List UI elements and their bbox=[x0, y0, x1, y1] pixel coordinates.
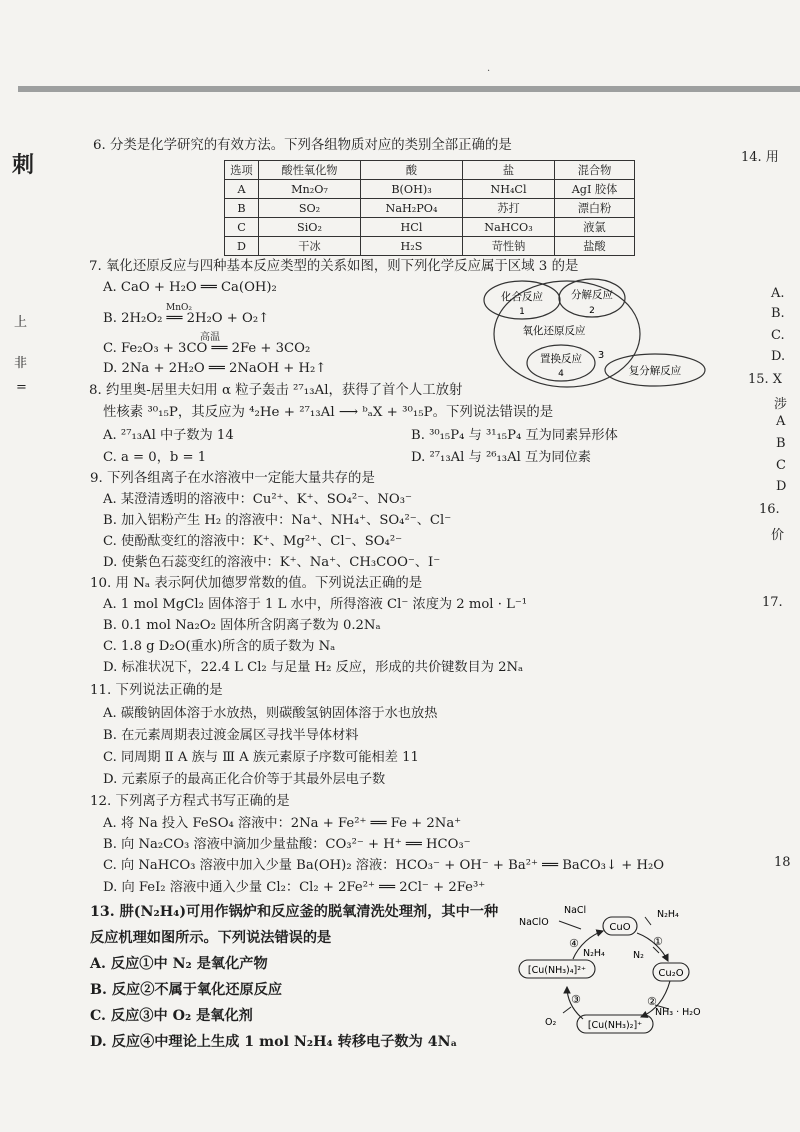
step-1: ① bbox=[653, 935, 663, 948]
q13-option-a: A. 反应①中 N₂ 是氧化产物 bbox=[90, 956, 268, 972]
q10-option-d: D. 标准状况下，22.4 L Cl₂ 与足量 H₂ 反应，形成的共价键数目为 2Nₐ bbox=[103, 660, 524, 675]
table-row bbox=[225, 180, 635, 199]
node-cu-nh3-2: [Cu(NH₃)₂]⁺ bbox=[587, 1020, 643, 1031]
right-margin-text: 14. 用 bbox=[741, 150, 779, 165]
q9-stem: 9. 下列各组离子在水溶液中一定能大量共存的是 bbox=[90, 471, 375, 486]
q11-option-a: A. 碳酸钠固体溶于水放热，则碳酸氢钠固体溶于水也放热 bbox=[103, 706, 438, 721]
q10-option-c: C. 1.8 g D₂O(重水)所含的质子数为 Nₐ bbox=[103, 639, 336, 654]
q13-option-d: D. 反应④中理论上生成 1 mol N₂H₄ 转移电子数为 4Nₐ bbox=[90, 1034, 458, 1050]
classification-table bbox=[224, 160, 635, 256]
table-cell: 液氯 bbox=[555, 218, 635, 237]
scan-top-bar bbox=[18, 86, 800, 92]
table-cell: SO₂ bbox=[259, 199, 361, 218]
q12-option-d: D. 向 FeI₂ 溶液中通入少量 Cl₂：Cl₂ + 2Fe²⁺ ══ 2Cl⁻ + 2Fe³⁺ bbox=[103, 880, 486, 895]
q10-option-a: A. 1 mol MgCl₂ 固体溶于 1 L 水中，所得溶液 Cl⁻ 浓度为 2 mol · L⁻¹ bbox=[103, 597, 528, 612]
reagent-tick bbox=[645, 917, 651, 925]
table-cell: D bbox=[225, 237, 259, 256]
q7-option-a: A. CaO + H₂O ══ Ca(OH)₂ bbox=[103, 280, 277, 295]
table-cell: Mn₂O₇ bbox=[259, 180, 361, 199]
reagent-naclo: NaClO bbox=[519, 917, 549, 928]
left-margin-char: = bbox=[16, 380, 27, 395]
right-margin-text: 价 bbox=[771, 528, 785, 543]
label-decomposition: 分解反应 bbox=[571, 289, 613, 301]
step-4: ④ bbox=[569, 937, 579, 950]
header-cell: 混合物 bbox=[555, 161, 635, 180]
q8-option-b: B. ³⁰₁₅P₄ 与 ³¹₁₅P₄ 互为同素异形体 bbox=[411, 428, 618, 443]
header-cell: 盐 bbox=[463, 161, 555, 180]
table-header-row bbox=[225, 161, 635, 180]
q8-stem-1: 8. 约里奥-居里夫妇用 α 粒子轰击 ²⁷₁₃Al，获得了首个人工放射 bbox=[89, 383, 463, 398]
label-replacement: 置换反应 bbox=[540, 353, 582, 365]
q11-option-c: C. 同周期 Ⅱ A 族与 Ⅲ A 族元素原子序数可能相差 11 bbox=[103, 750, 419, 765]
q8-stem-2: 性核素 ³⁰₁₅P，其反应为 ⁴₂He + ²⁷₁₃Al ⟶ ᵇₐX + ³⁰₁₅P。下列说法错误的是 bbox=[103, 405, 554, 420]
right-margin-text: A bbox=[776, 414, 786, 429]
node-cu2o: Cu₂O bbox=[658, 968, 684, 979]
reagent-n2h4-in: N₂H₄ bbox=[657, 909, 679, 920]
region-3: 3 bbox=[597, 350, 605, 361]
right-margin-text: 16. bbox=[759, 502, 780, 517]
q13-option-b: B. 反应②不属于氧化还原反应 bbox=[90, 982, 283, 998]
table-cell: 苏打 bbox=[463, 199, 555, 218]
q13-stem-2: 反应机理如图所示。下列说法错误的是 bbox=[90, 930, 332, 946]
left-margin-char: 非 bbox=[14, 356, 28, 371]
table-cell: 干冰 bbox=[259, 237, 361, 256]
right-margin-text: 18 bbox=[774, 855, 791, 870]
table-cell: B(OH)₃ bbox=[361, 180, 463, 199]
q9-option-b: B. 加入铝粉产生 H₂ 的溶液中：Na⁺、NH₄⁺、SO₄²⁻、Cl⁻ bbox=[103, 513, 452, 528]
q12-stem: 12. 下列离子方程式书写正确的是 bbox=[90, 794, 290, 809]
table-cell: 苛性钠 bbox=[463, 237, 555, 256]
q11-option-d: D. 元素原子的最高正化合价等于其最外层电子数 bbox=[103, 772, 386, 787]
label-combination: 化合反应 bbox=[501, 291, 543, 303]
table-cell: AgI 胶体 bbox=[555, 180, 635, 199]
table-cell: 盐酸 bbox=[555, 237, 635, 256]
right-margin-text: C bbox=[776, 458, 786, 473]
q8-option-c: C. a = 0，b = 1 bbox=[103, 450, 207, 465]
header-cell: 酸性氧化物 bbox=[259, 161, 361, 180]
table-cell: B bbox=[225, 199, 259, 218]
table-cell: C bbox=[225, 218, 259, 237]
q13-stem-1: 13. 肼(N₂H₄)可用作锅炉和反应釜的脱氧清洗处理剂，其中一种 bbox=[90, 904, 499, 920]
table-cell: H₂S bbox=[361, 237, 463, 256]
region-1: 1 bbox=[519, 307, 525, 317]
reagent-tick bbox=[563, 1007, 571, 1013]
right-margin-text: 15. X bbox=[748, 372, 783, 387]
node-cu-nh3-4: [Cu(NH₃)₄]²⁺ bbox=[527, 965, 587, 976]
table-row bbox=[225, 199, 635, 218]
step-3: ③ bbox=[571, 993, 581, 1006]
q13-option-c: C. 反应③中 O₂ 是氧化剂 bbox=[90, 1008, 253, 1024]
q8-option-d: D. ²⁷₁₃Al 与 ²⁶₁₃Al 互为同位素 bbox=[411, 450, 591, 465]
table-row bbox=[225, 237, 635, 256]
right-margin-text: 涉 bbox=[774, 397, 788, 412]
table-cell: HCl bbox=[361, 218, 463, 237]
right-margin-text: C. bbox=[771, 328, 785, 343]
table-cell: 漂白粉 bbox=[555, 199, 635, 218]
q9-option-d: D. 使紫色石蕊变红的溶液中：K⁺、Na⁺、CH₃COO⁻、I⁻ bbox=[103, 555, 441, 570]
table-row bbox=[225, 218, 635, 237]
right-margin-text: D bbox=[776, 479, 787, 494]
q12-option-a: A. 将 Na 投入 FeSO₄ 溶液中：2Na + Fe²⁺ ══ Fe + 2Na⁺ bbox=[103, 816, 462, 831]
q12-option-b: B. 向 Na₂CO₃ 溶液中滴加少量盐酸：CO₃²⁻ + H⁺ ══ HCO₃⁻ bbox=[103, 837, 471, 852]
step-2: ② bbox=[647, 995, 657, 1008]
scan-dot: · bbox=[487, 66, 491, 77]
q12-option-c: C. 向 NaHCO₃ 溶液中加入少量 Ba(OH)₂ 溶液：HCO₃⁻ + OH⁻ + Ba²⁺ ══ BaCO₃↓ + H₂O bbox=[103, 858, 665, 873]
right-margin-text: 17. bbox=[762, 595, 783, 610]
right-margin-text: B. bbox=[771, 306, 785, 321]
right-margin-text: B bbox=[776, 436, 786, 451]
q6-stem: 6. 分类是化学研究的有效方法。下列各组物质对应的类别全部正确的是 bbox=[93, 138, 512, 153]
left-margin-title: 刺 bbox=[12, 152, 35, 178]
q10-option-b: B. 0.1 mol Na₂O₂ 固体所含阴离子数为 0.2Nₐ bbox=[103, 618, 381, 633]
q7-stem: 7. 氧化还原反应与四种基本反应类型的关系如图，则下列化学反应属于区域 3 的是 bbox=[89, 259, 579, 274]
reagent-nacl: NaCl bbox=[564, 905, 587, 916]
reagent-nh3-h2o: NH₃ · H₂O bbox=[655, 1007, 701, 1018]
q7-c-condition: 高温 bbox=[200, 332, 220, 343]
label-redox: 氧化还原反应 bbox=[522, 325, 586, 337]
q11-option-b: B. 在元素周期表过渡金属区寻找半导体材料 bbox=[103, 728, 359, 743]
table-cell: SiO₂ bbox=[259, 218, 361, 237]
reagent-n2: N₂ bbox=[633, 950, 644, 961]
q11-stem: 11. 下列说法正确的是 bbox=[90, 683, 223, 698]
left-margin-char: 上 bbox=[14, 315, 28, 330]
region-2: 2 bbox=[589, 306, 595, 316]
region-4: 4 bbox=[558, 369, 564, 379]
reagent-o2: O₂ bbox=[545, 1017, 557, 1028]
right-margin-text: A. bbox=[771, 286, 785, 301]
reagent-n2h4-out: N₂H₄ bbox=[583, 948, 605, 959]
table-cell: NaHCO₃ bbox=[463, 218, 555, 237]
q7-option-d: D. 2Na + 2H₂O ══ 2NaOH + H₂↑ bbox=[103, 361, 327, 376]
table-cell: A bbox=[225, 180, 259, 199]
q9-option-c: C. 使酚酞变红的溶液中：K⁺、Mg²⁺、Cl⁻、SO₄²⁻ bbox=[103, 534, 403, 549]
reaction-types-venn-diagram bbox=[470, 276, 710, 396]
label-double-decomposition: 复分解反应 bbox=[628, 365, 682, 377]
reagent-tick bbox=[559, 921, 581, 929]
table-cell: NH₄Cl bbox=[463, 180, 555, 199]
header-cell: 酸 bbox=[361, 161, 463, 180]
q7-b-condition: MnO₂ bbox=[166, 303, 192, 313]
q7-option-b: B. 2H₂O₂ ══ 2H₂O + O₂↑ bbox=[103, 311, 270, 326]
right-margin-text: D. bbox=[771, 349, 786, 364]
q10-stem: 10. 用 Nₐ 表示阿伏加德罗常数的值。下列说法正确的是 bbox=[90, 576, 423, 591]
node-cuo: CuO bbox=[609, 922, 631, 933]
reaction-mechanism-diagram bbox=[505, 895, 730, 1045]
table-cell: NaH₂PO₄ bbox=[361, 199, 463, 218]
q8-option-a: A. ²⁷₁₃Al 中子数为 14 bbox=[103, 428, 234, 443]
q7-option-c: C. Fe₂O₃ + 3CO ══ 2Fe + 3CO₂ bbox=[103, 341, 311, 356]
q9-option-a: A. 某澄清透明的溶液中：Cu²⁺、K⁺、SO₄²⁻、NO₃⁻ bbox=[103, 492, 412, 507]
header-cell: 选项 bbox=[225, 161, 259, 180]
